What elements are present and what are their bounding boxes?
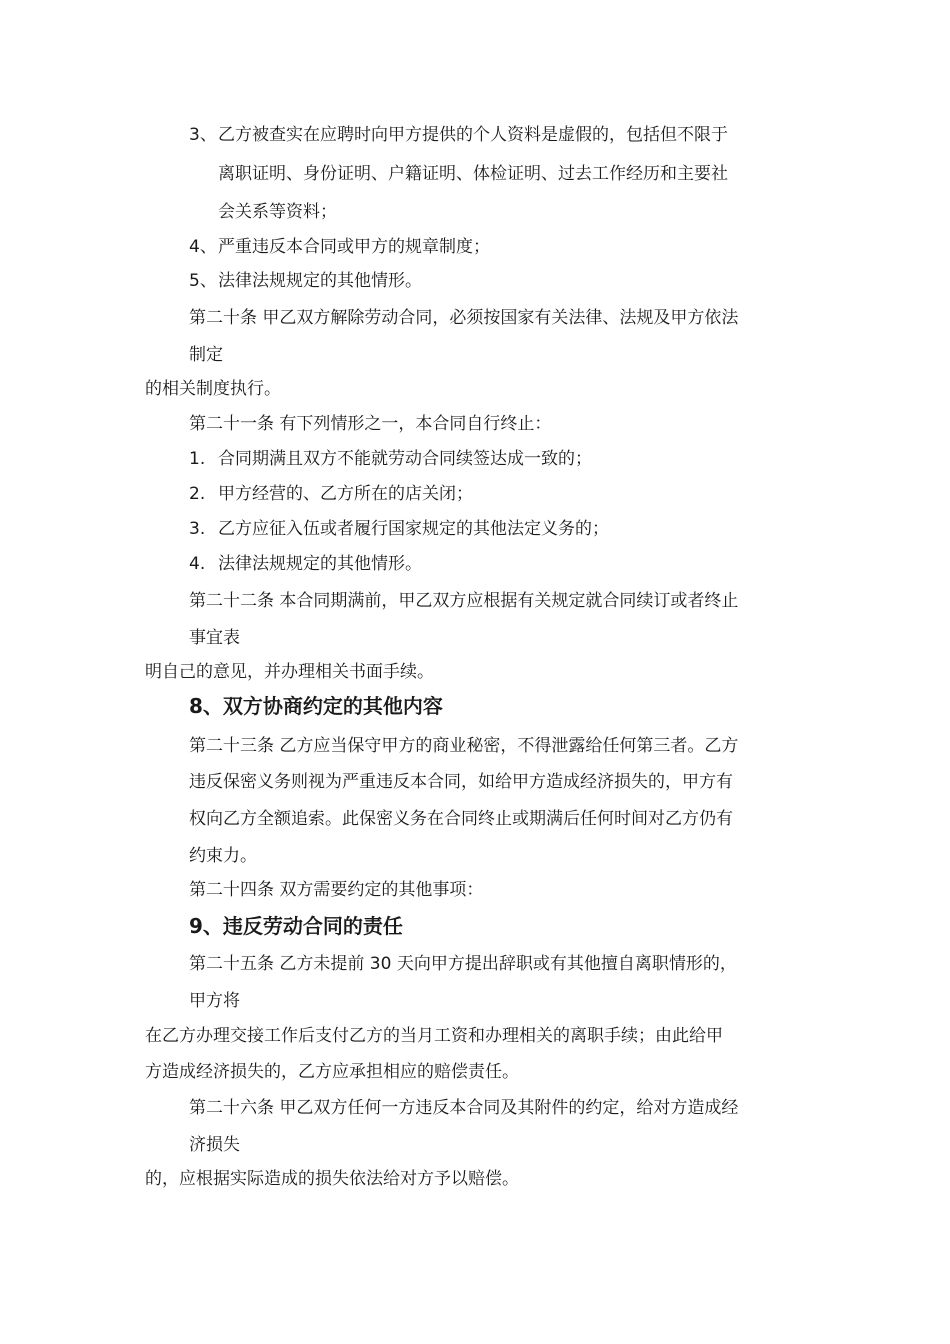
text-line: 的，应根据实际造成的损失依法给对方予以赔偿。 (145, 1169, 519, 1189)
list-number: 3. (189, 519, 206, 539)
text-line: 制定 (189, 345, 223, 365)
text-line: 方造成经济损失的，乙方应承担相应的赔偿责任。 (145, 1062, 519, 1082)
text-line: 第二十条 甲乙双方解除劳动合同，必须按国家有关法律、法规及甲方依法 (189, 308, 739, 328)
text-line: 乙方被查实在应聘时向甲方提供的个人资料是虚假的，包括但不限于 (218, 125, 728, 145)
list-number: 3、 (189, 125, 217, 145)
article-24: 第二十四条 双方需要约定的其他事项： (189, 880, 484, 900)
list-number: 2. (189, 484, 206, 504)
text-line: 甲方将 (189, 991, 240, 1011)
list-number: 4. (189, 554, 206, 574)
text-line: 权向乙方全额追索。此保密义务在合同终止或期满后任何时间对乙方仍有 (189, 809, 733, 829)
text-line: 第二十二条 本合同期满前，甲乙双方应根据有关规定就合同续订或者终止 (189, 591, 739, 611)
text-line: 济损失 (189, 1135, 240, 1155)
section-heading: 8、双方协商约定的其他内容 (189, 694, 443, 718)
list-number: 5、 (189, 271, 217, 291)
text-line: 严重违反本合同或甲方的规章制度； (218, 237, 490, 257)
text-line: 违反保密义务则视为严重违反本合同，如给甲方造成经济损失的，甲方有 (189, 772, 733, 792)
text-line: 法律法规规定的其他情形。 (218, 554, 422, 574)
list-number: 1. (189, 449, 206, 469)
text-line: 事宜表 (189, 628, 240, 648)
text-line: 第二十五条 乙方未提前 30 天向甲方提出辞职或有其他擅自离职情形的， (189, 954, 737, 974)
text-line: 第二十六条 甲乙双方任何一方违反本合同及其附件的约定，给对方造成经 (189, 1098, 739, 1118)
text-line: 的相关制度执行。 (145, 379, 281, 399)
list-number: 4、 (189, 237, 217, 257)
text-line: 明自己的意见，并办理相关书面手续。 (145, 662, 434, 682)
text-line: 乙方应征入伍或者履行国家规定的其他法定义务的； (218, 519, 609, 539)
text-line: 甲方经营的、乙方所在的店关闭； (218, 484, 473, 504)
text-line: 第二十三条 乙方应当保守甲方的商业秘密，不得泄露给任何第三者。乙方 (189, 736, 739, 756)
text-line: 约束力。 (189, 846, 257, 866)
text-line: 离职证明、身份证明、户籍证明、体检证明、过去工作经历和主要社 (218, 164, 728, 184)
article-21: 第二十一条 有下列情形之一，本合同自行终止： (189, 414, 552, 434)
section-heading: 9、违反劳动合同的责任 (189, 914, 403, 938)
text-line: 在乙方办理交接工作后支付乙方的当月工资和办理相关的离职手续；由此给甲 (145, 1026, 723, 1046)
text-line: 法律法规规定的其他情形。 (218, 271, 422, 291)
text-line: 合同期满且双方不能就劳动合同续签达成一致的； (218, 449, 592, 469)
text-line: 会关系等资料； (218, 202, 337, 222)
